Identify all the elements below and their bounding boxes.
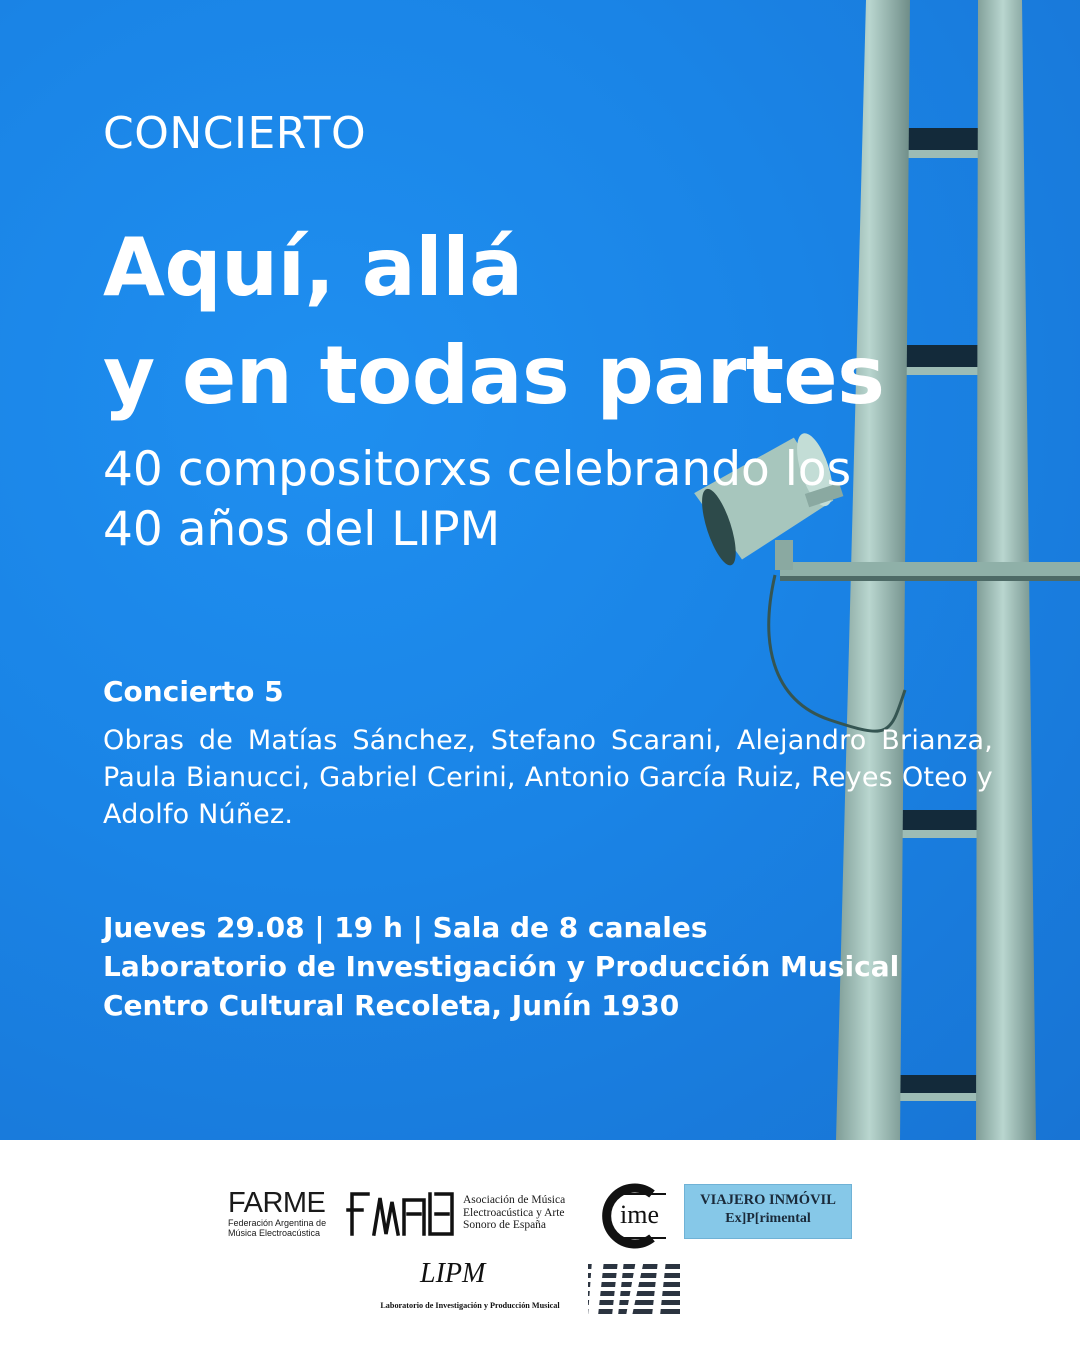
farme-subtitle-1: Federación Argentina de bbox=[228, 1218, 327, 1228]
cime-logo bbox=[594, 1180, 674, 1252]
poster-subtitle bbox=[103, 440, 1003, 560]
farme-subtitle-2: Música Electroacústica bbox=[228, 1228, 321, 1238]
poster-title bbox=[103, 214, 1003, 430]
amee-text bbox=[463, 1194, 565, 1232]
sponsor-logos bbox=[0, 1140, 1080, 1350]
subtitle-line-1: 40 compositorxs celebrando los bbox=[103, 442, 852, 497]
title-line-2: y en todas partes bbox=[103, 329, 885, 422]
title-line-1: Aquí, allá bbox=[103, 221, 523, 314]
works-list: Obras de Matías Sánchez, Stefano Scarani, Alejandro Brianza, Paula Bianucci, Gabriel Cerini, Antonio García Ruiz, Reyes Oteo y Adolfo Núñez. bbox=[103, 725, 993, 830]
amee-mark-icon bbox=[346, 1188, 456, 1238]
concert-number: Concierto 5 bbox=[103, 675, 284, 708]
viajero-line-2: Ex]P[rimental bbox=[725, 1211, 811, 1226]
event-venue: Centro Cultural Recoleta, Junín 1930 bbox=[103, 989, 680, 1022]
amee-line-1: Asociación de Música bbox=[463, 1194, 566, 1206]
fmt-logo bbox=[588, 1260, 680, 1316]
lipm-subtitle: Laboratorio de Investigación y Producción Musical bbox=[380, 1301, 560, 1310]
event-info bbox=[103, 908, 899, 1025]
cime-text: ime bbox=[620, 1200, 659, 1229]
farme-logo bbox=[228, 1188, 330, 1238]
event-organizer: Laboratorio de Investigación y Producción Musical bbox=[103, 950, 900, 983]
lipm-mark: LIPM bbox=[420, 1258, 486, 1289]
viajero-line-1: VIAJERO INMÓVIL bbox=[700, 1192, 836, 1208]
subtitle-line-2: 40 años del LIPM bbox=[103, 502, 501, 557]
amee-line-2: Electroacústica y Arte bbox=[463, 1206, 565, 1219]
farme-name: FARME bbox=[228, 1187, 326, 1219]
amee-logo bbox=[346, 1184, 586, 1240]
fmt-mark-icon bbox=[588, 1260, 680, 1316]
viajero-inmovil-logo bbox=[684, 1184, 852, 1239]
kicker-label: CONCIERTO bbox=[103, 108, 367, 159]
amee-line-3: Sonoro de España bbox=[463, 1219, 547, 1231]
event-date-time: Jueves 29.08 | 19 h | Sala de 8 canales bbox=[103, 911, 708, 944]
lipm-logo bbox=[374, 1258, 566, 1314]
